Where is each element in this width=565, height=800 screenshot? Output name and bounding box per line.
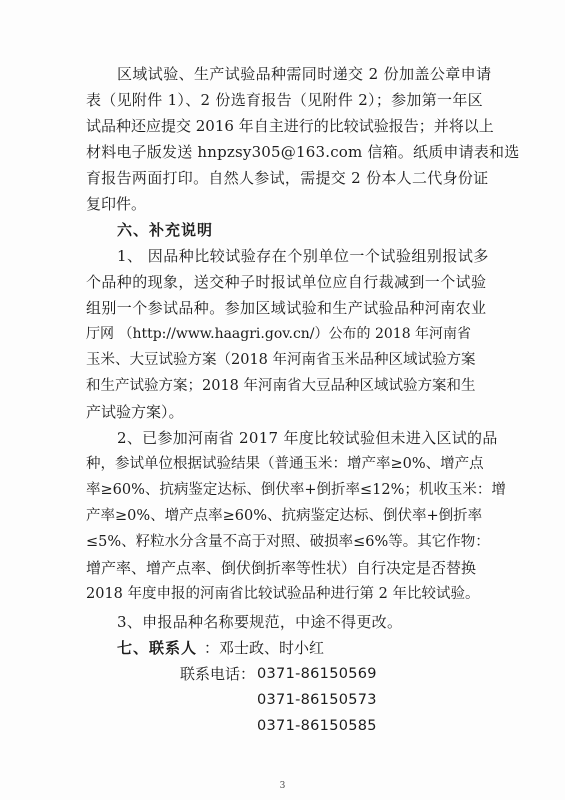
phone-number: 0371-86150569 (257, 666, 377, 682)
phone-number: 0371-86150573 (257, 692, 377, 708)
text-line: 试品种还应提交 2016 年自主进行的比较试验报告；并将以上 (86, 117, 494, 135)
contact-persons: ：邓士政、时小红 (204, 639, 325, 657)
phone-label: 联系电话： (180, 665, 256, 683)
text-line: 率≥60%、抗病鉴定达标、倒伏率+倒折率≤12%；机收玉米：增 (86, 482, 506, 498)
text-line: 3、申报品种名称要规范，中途不得更改。 (117, 613, 403, 631)
text-line: 区域试验、生产试验品种需同时递交 2 份加盖公章申请 (117, 65, 492, 83)
text-line: 玉米、大豆试验方案（2018 年河南省玉米品种区域试验方案 (86, 352, 476, 368)
text-line: 和生产试验方案；2018 年河南省大豆品种区域试验方案和生 (86, 378, 476, 394)
text-line: 产试验方案）。 (86, 403, 184, 421)
text-line: 育报告两面打印。自然人参试，需提交 2 份本人二代身份证 (86, 169, 489, 187)
section-heading-6: 六、补充说明 (117, 221, 214, 239)
text-line: 复印件。 (86, 195, 147, 213)
section-heading-7: 七、联系人 (117, 639, 198, 657)
text-line: 个品种的现象，送交种子时报试单位应自行裁减到一个试验 (86, 273, 487, 291)
text-line: 产率≥0%、增产点率≥60%、抗病鉴定达标、倒伏率+倒折率 (86, 508, 483, 524)
text-line: 2018 年度申报的河南省比较试验品种进行第 2 年比较试验。 (86, 586, 480, 602)
text-line: 组别一个参试品种。参加区域试验和生产试验品种河南农业 (86, 299, 487, 317)
phone-number: 0371-86150585 (257, 718, 377, 734)
page-number: 3 (279, 781, 286, 791)
text-line: 表（见附件 1）、2 份选育报告（见附件 2）；参加第一年区 (86, 91, 483, 109)
text-line: 厅网 （http://www.haagri.gov.cn/）公布的 2018 年河南省 (86, 326, 472, 342)
text-line: 2、已参加河南省 2017 年度比较试验但未进入区试的品 (117, 429, 498, 447)
text-line: ≤5%、籽粒水分含量不高于对照、破损率≤6%等。其它作物： (86, 534, 490, 550)
text-line: 材料电子版发送 hnpzsy305@163.com 信箱。纸质申请表和选 (86, 143, 520, 161)
text-line: 1、 因品种比较试验存在个别单位一个试验组别报试多 (117, 247, 489, 265)
text-line: 增产率、增产点率、倒伏倒折率等性状）自行决定是否替换 (86, 559, 477, 577)
text-line: 种，参试单位根据试验结果（普通玉米：增产率≥0%、增产点 (86, 456, 484, 472)
